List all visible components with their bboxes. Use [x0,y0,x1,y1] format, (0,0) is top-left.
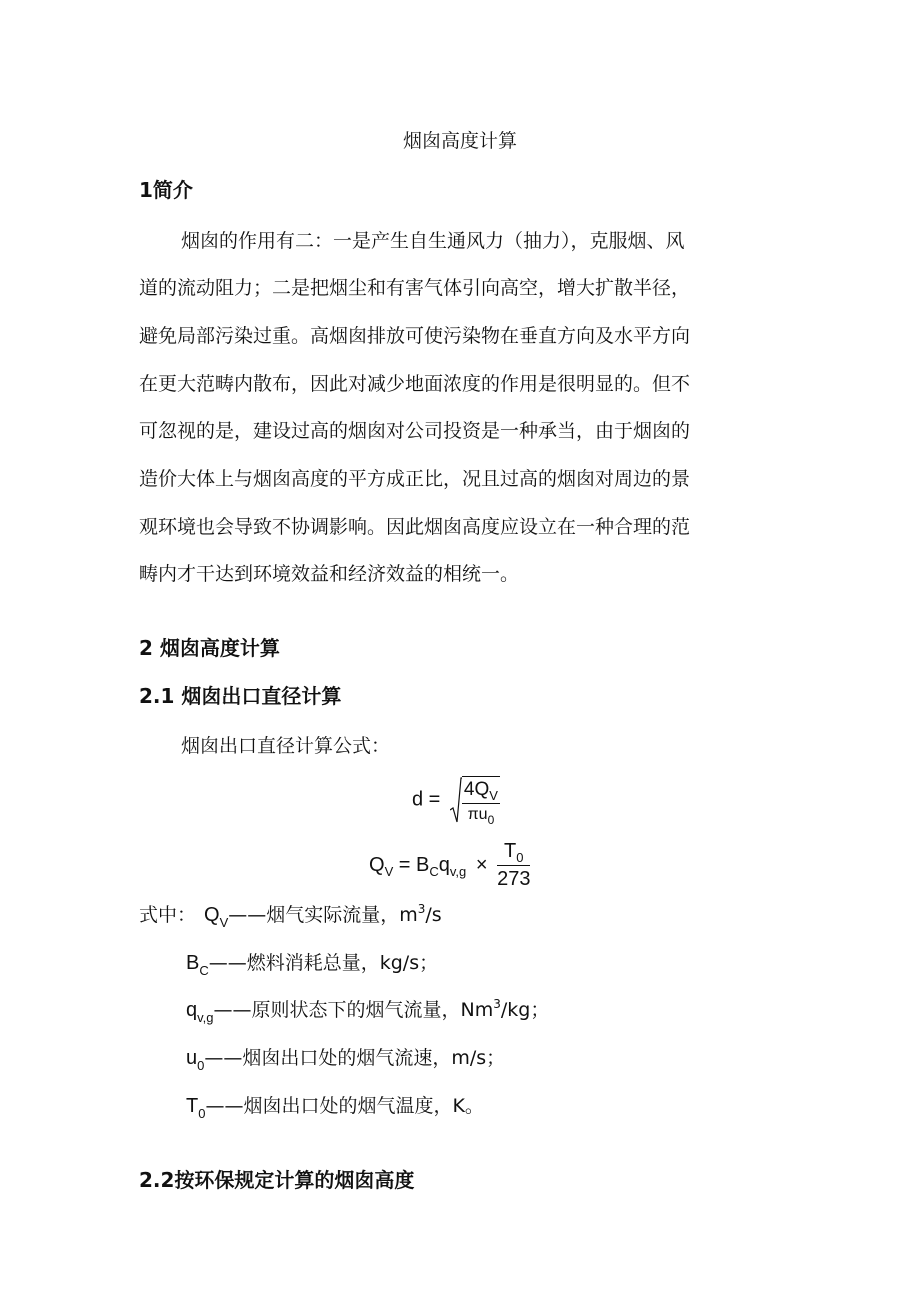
formula1-numerator: 4Q [463,779,490,800]
formula1-numerator-sub: V [489,788,498,803]
formula2-numerator-sub: 0 [516,850,524,865]
definition-text: ——燃料消耗总量，kg/s； [208,952,439,974]
formula-lhs: d = [412,788,441,811]
formula2-denominator: 273 [497,868,531,890]
times-symbol: × [475,854,488,876]
paragraph-line: 造价大体上与烟囱高度的平方成正比，况且过高的烟囱对周边的景 [139,468,691,490]
definition-item [186,995,550,1025]
paragraph-line: 道的流动阻力；二是把烟尘和有害气体引向高空，增大扩散半径， [139,277,691,299]
definition-symbol-sub: V [219,915,229,930]
formula2-fraction [497,840,530,891]
definition-text: ——原则状态下的烟气流量，Nm [213,999,494,1021]
definition-symbol-sub: 0 [197,1058,205,1073]
formula1-denominator: πu [467,806,488,823]
flow-formula [369,840,530,891]
diameter-formula [412,776,500,827]
formula2-b-sub: C [429,864,439,879]
where-label: 式中： [139,904,197,926]
definition-symbol: B [186,952,200,974]
definition-text: ——烟气实际流量，m [228,904,418,926]
formula2-q: q [438,854,450,876]
paragraph-line: 在更大范畴内散布，因此对减少地面浓度的作用是很明显的。但不 [139,373,691,395]
formula1-denominator-sub: 0 [487,813,495,827]
paragraph-line: 畴内才干达到环境效益和经济效益的相统一。 [139,563,520,585]
formula2-equals-b: = B [398,854,430,876]
definition-symbol: T [186,1095,199,1117]
section-2-2-heading: 2.2按环保规定计算的烟囱高度 [139,1168,415,1192]
definition-symbol-sub: C [199,963,209,978]
formula2-lhs-sub: V [384,864,394,879]
section-1-heading: 1简介 [139,178,193,202]
definition-symbol: Q [204,904,220,926]
definition-symbol: q [186,999,198,1021]
formula2-numerator: T [504,840,517,862]
section-2-1-heading: 2.1 烟囱出口直径计算 [139,684,342,708]
definition-text: ——烟囱出口处的烟气流速，m/s； [204,1047,506,1069]
formula2-lhs: Q [369,854,385,876]
formula1-fraction [462,776,500,827]
paragraph-line: 避免局部污染过重。高烟囱排放可使污染物在垂直方向及水平方向 [139,325,691,347]
definition-item [186,1091,484,1121]
formula2-q-sub: v,g [449,864,467,879]
section-2-heading: 2 烟囱高度计算 [139,636,280,660]
paragraph-line: 烟囱的作用有二：一是产生自生通风力（抽力），克服烟、风 [181,230,685,252]
definition-item [204,900,442,930]
doc-title: 烟囱高度计算 [402,130,517,152]
definition-item [186,1043,506,1073]
sqrt-wrapper [450,776,500,827]
definition-tail: /s [425,904,442,926]
definition-symbol-sub: 0 [198,1106,206,1121]
definition-sup: 3 [493,997,501,1011]
definition-tail: /kg； [500,999,550,1021]
paragraph-line: 可忽视的是，建设过高的烟囱对公司投资是一种承当，由于烟囱的 [139,420,691,442]
paragraph-line: 观环境也会导致不协调影响。因此烟囱高度应设立在一种合理的范 [139,516,691,538]
definition-symbol-sub: v,g [197,1010,214,1025]
definition-sup: 3 [417,902,426,916]
definition-symbol: u [186,1047,198,1069]
definition-item [186,948,439,978]
formula-intro: 烟囱出口直径计算公式： [181,735,391,757]
sqrt-radical-icon [450,776,462,824]
definition-text: ——烟囱出口处的烟气温度，K。 [205,1095,484,1117]
